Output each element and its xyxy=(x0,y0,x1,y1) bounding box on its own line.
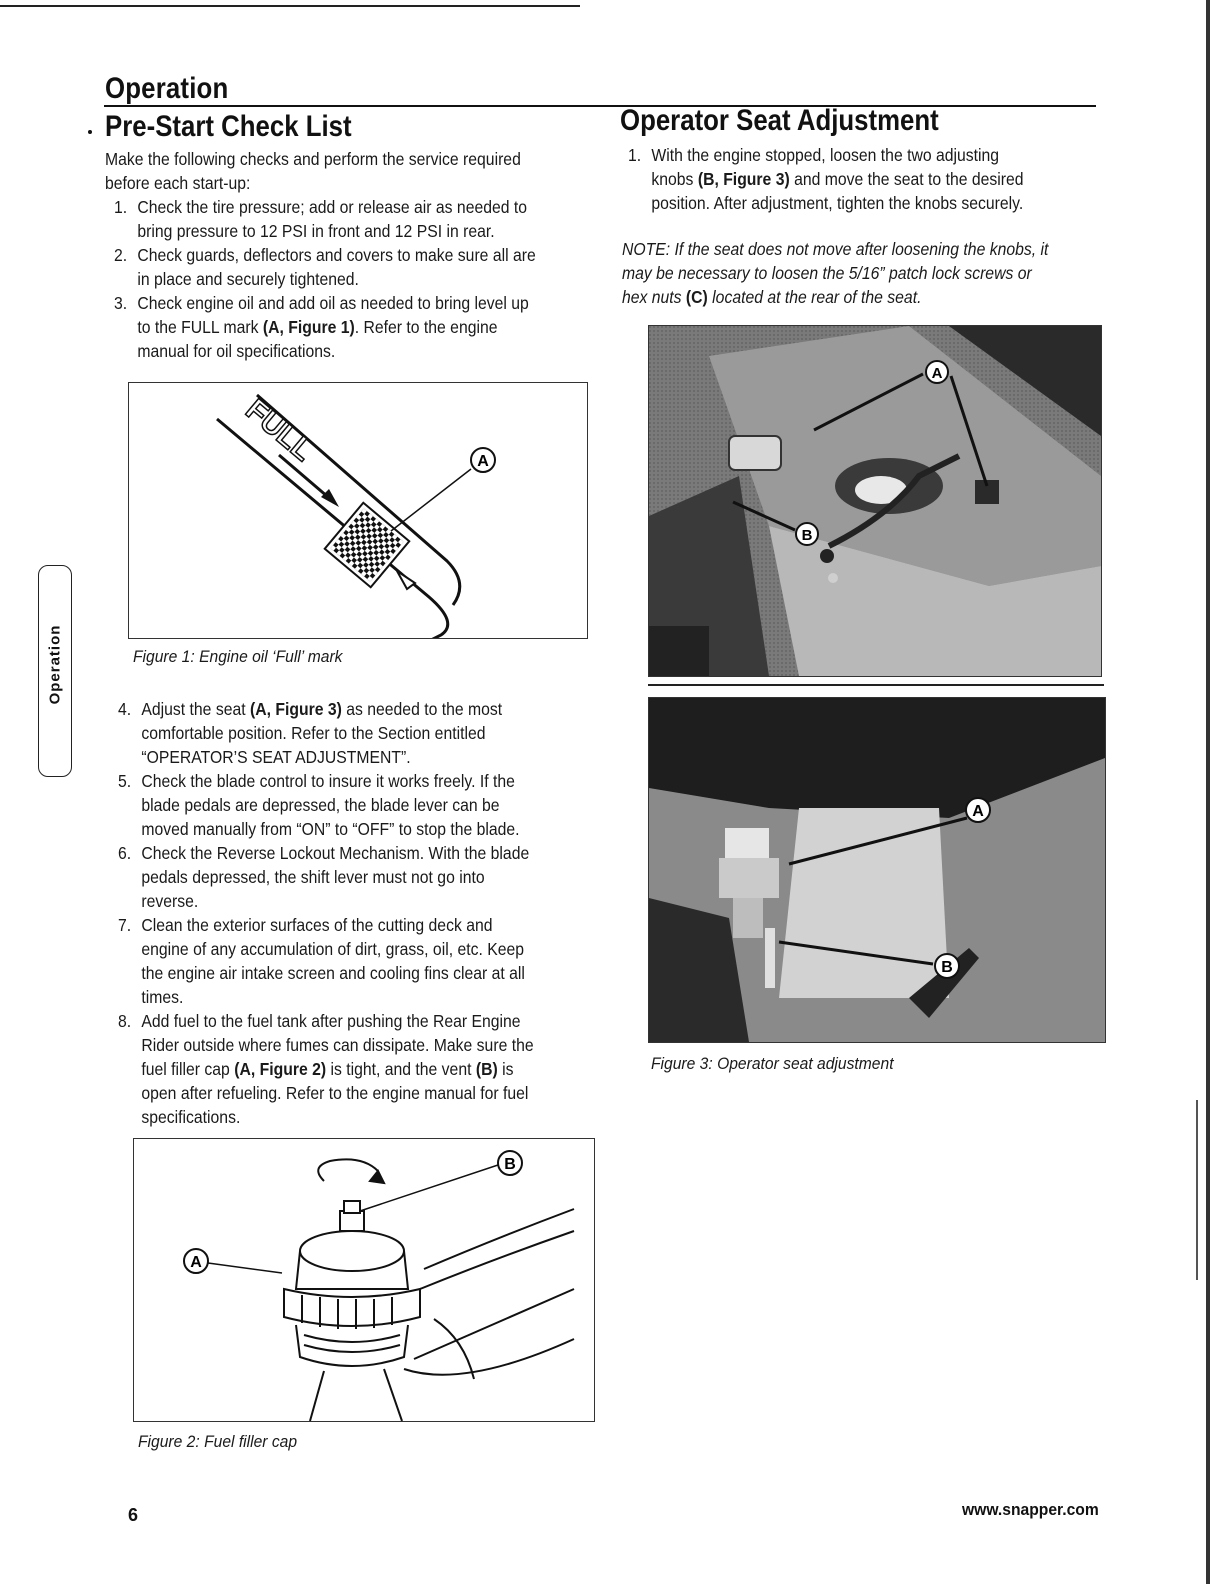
figure-3-photo-bottom xyxy=(648,697,1106,1043)
item-line: With the engine stopped, loosen the two adjusting xyxy=(651,145,1000,165)
item-line: specifications. xyxy=(141,1107,241,1127)
figure-1-caption: Figure 1: Engine oil ‘Full’ mark xyxy=(133,647,343,666)
callout-a-label: A xyxy=(190,1254,202,1271)
item-number: 2. xyxy=(114,245,128,265)
figure-1-box xyxy=(128,382,588,639)
note-line-part: hex nuts xyxy=(622,287,682,307)
item-line: bring pressure to 12 PSI in front and 12 PSI in rear. xyxy=(137,221,495,241)
item-line-part: knobs xyxy=(651,169,694,189)
item-line-part: as needed to the most xyxy=(346,699,503,719)
figure-reference: (C) xyxy=(685,287,708,307)
item-line xyxy=(137,315,528,339)
item-number: 1. xyxy=(114,197,128,217)
item-line: moved manually from “ON” to “OFF” to stop the blade. xyxy=(141,819,520,839)
item-line: times. xyxy=(141,987,184,1007)
callout-a-label: A xyxy=(931,365,943,382)
item-line: engine of any accumulation of dirt, grass, oil, etc. Keep xyxy=(141,939,524,959)
fuel-cap-icon xyxy=(284,1159,574,1421)
item-line: pedals depressed, the shift lever must not go into xyxy=(141,867,485,887)
fuel-cap-illustration xyxy=(134,1139,594,1421)
item-number: 3. xyxy=(114,293,128,313)
top-rule xyxy=(0,5,580,7)
item-line: Clean the exterior surfaces of the cutting deck and xyxy=(141,915,493,935)
item-line-part: fuel filler cap xyxy=(141,1059,230,1079)
item-line: in place and securely tightened. xyxy=(137,269,359,289)
item-number: 7. xyxy=(118,915,132,935)
item-line-part: Adjust the seat xyxy=(141,699,246,719)
page-number: 6 xyxy=(128,1505,139,1525)
item-line: Check engine oil and add oil as needed to bring level up xyxy=(137,293,529,313)
item-line: open after refueling. Refer to the engine manual for fuel xyxy=(141,1083,529,1103)
callout-b-label: B xyxy=(941,959,953,976)
pre-start-heading: Pre-Start Check List xyxy=(105,110,352,143)
item-number: 5. xyxy=(118,771,132,791)
item-line: the engine air intake screen and cooling fins clear at all xyxy=(141,963,525,983)
seat-knob-photo xyxy=(649,698,1105,1042)
checklist-intro xyxy=(105,147,609,195)
item-text xyxy=(137,291,528,363)
figure-reference: (B, Figure 3) xyxy=(697,169,790,189)
figure-2-box xyxy=(133,1138,595,1422)
item-line: position. After adjustment, tighten the knobs securely. xyxy=(651,193,1024,213)
item-text xyxy=(141,913,524,1009)
item-line: manual for oil specifications. xyxy=(137,341,336,361)
page-edge xyxy=(1206,0,1210,1584)
item-line-part: to the FULL mark xyxy=(137,317,259,337)
item-line-part: . Refer to the engine xyxy=(354,317,498,337)
page-edge-mark xyxy=(1196,1100,1198,1280)
item-line: blade pedals are depressed, the blade lever can be xyxy=(141,795,500,815)
item-line: Check guards, deflectors and covers to make sure all are xyxy=(137,245,536,265)
intro-line: before each start-up: xyxy=(105,173,251,193)
item-line: Check the blade control to insure it works freely. If the xyxy=(141,771,515,791)
dipstick-icon xyxy=(217,395,460,638)
seat-note xyxy=(622,237,1108,309)
section-rule xyxy=(104,105,1096,107)
note-line: may be necessary to loosen the 5/16” patch lock screws or xyxy=(622,263,1032,283)
item-line: “OPERATOR’S SEAT ADJUSTMENT”. xyxy=(141,747,411,767)
item-line xyxy=(141,697,502,721)
item-line-part: is tight, and the vent xyxy=(330,1059,472,1079)
note-line: NOTE: If the seat does not move after loosening the knobs, it xyxy=(622,239,1049,259)
item-line-part: is xyxy=(502,1059,514,1079)
figure-reference: (A, Figure 3) xyxy=(249,699,342,719)
item-line: reverse. xyxy=(141,891,199,911)
figure-reference: (A, Figure 1) xyxy=(262,317,355,337)
note-line xyxy=(622,285,1108,309)
item-line-part: and move the seat to the desired xyxy=(794,169,1024,189)
dipstick-full-label: FULL xyxy=(239,393,320,468)
figure-reference: (B) xyxy=(475,1059,498,1079)
item-line: Rider outside where fumes can dissipate. Make sure the xyxy=(141,1035,534,1055)
callout-a-label: A xyxy=(477,453,489,470)
item-text xyxy=(137,243,535,291)
item-number: 1. xyxy=(628,145,642,165)
item-text xyxy=(141,769,519,841)
item-line: Add fuel to the fuel tank after pushing the Rear Engine xyxy=(141,1011,521,1031)
side-tab-label: Operation xyxy=(46,624,64,705)
seat-adjustment-heading: Operator Seat Adjustment xyxy=(620,104,939,137)
website-url: www.snapper.com xyxy=(962,1500,1099,1519)
item-line: Check the tire pressure; add or release air as needed to xyxy=(137,197,528,217)
item-text xyxy=(141,841,529,913)
seat-mechanism-photo xyxy=(649,326,1101,676)
side-section-tab xyxy=(38,565,72,777)
callout-b-label: B xyxy=(801,527,813,544)
note-line-part: located at the rear of the seat. xyxy=(712,287,922,307)
intro-line: Make the following checks and perform the service required xyxy=(105,149,521,169)
item-line xyxy=(141,1057,533,1081)
item-line xyxy=(651,167,1023,191)
figure-3-photo-top xyxy=(648,325,1102,677)
callout-b-label: B xyxy=(504,1156,516,1173)
figure-reference: (A, Figure 2) xyxy=(234,1059,327,1079)
item-line: Check the Reverse Lockout Mechanism. With the blade xyxy=(141,843,530,863)
item-line: comfortable position. Refer to the Section entitled xyxy=(141,723,486,743)
figure-divider xyxy=(648,684,1104,686)
figure-3-caption: Figure 3: Operator seat adjustment xyxy=(651,1054,894,1073)
bullet-mark xyxy=(88,130,92,134)
item-number: 4. xyxy=(118,699,132,719)
item-text xyxy=(141,697,502,769)
figure-2-caption: Figure 2: Fuel filler cap xyxy=(138,1432,298,1451)
item-number: 8. xyxy=(118,1011,132,1031)
item-text xyxy=(651,143,1023,215)
item-text xyxy=(141,1009,533,1129)
item-text xyxy=(137,195,527,243)
callout-a-label: A xyxy=(972,803,984,820)
section-title: Operation xyxy=(105,72,229,105)
item-number: 6. xyxy=(118,843,132,863)
dipstick-illustration xyxy=(129,383,587,638)
